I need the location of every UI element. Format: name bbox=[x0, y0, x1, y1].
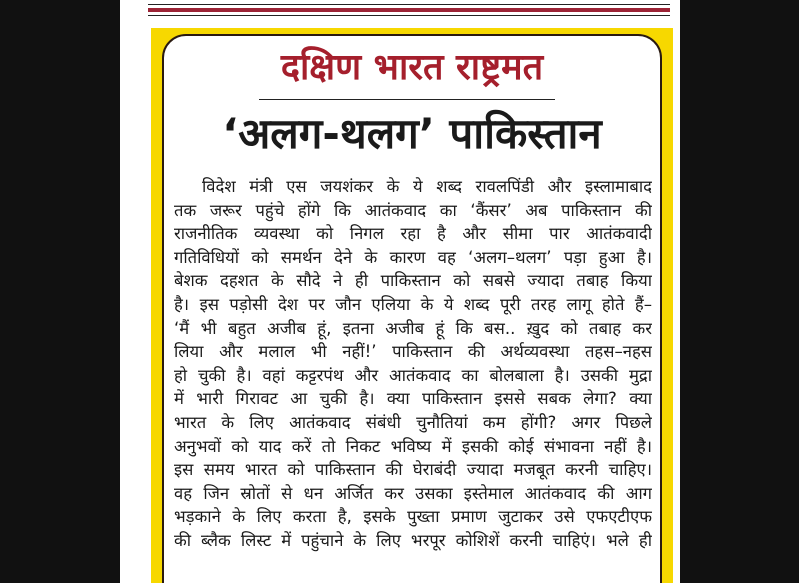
body-line: लिया और मलाल भी नहीं!’ पाकिस्तान की अर्थव्यवस्था तहस–नहस bbox=[174, 342, 652, 362]
body-line: तक जरूर पहुंचे होंगे कि आतंकवाद का ‘कैंसर’ अब पाकिस्तान की bbox=[174, 200, 652, 220]
article-body bbox=[174, 175, 652, 553]
newspaper-page bbox=[120, 0, 680, 583]
body-line: में भारी गिरावट आ चुकी है। क्या पाकिस्तान इससे सबक लेगा? क्या bbox=[174, 389, 652, 409]
top-thin-rule bbox=[148, 4, 670, 5]
bottom-thin-rule bbox=[148, 15, 670, 16]
body-line: विदेश मंत्री एस जयशंकर के ये शब्द रावलपिंडी और इस्लामाबाद bbox=[202, 177, 652, 196]
body-line: ‘मैं भी बहुत अजीब हूं, इतना अजीब हूं कि बस.. ख़ुद को तबाह कर bbox=[174, 318, 652, 338]
body-line: इस समय भारत को पाकिस्तान की घेराबंदी ज्यादा मजबूत करनी चाहिए। bbox=[174, 460, 652, 480]
masthead-title: दक्षिण भारत राष्ट्रमत bbox=[280, 47, 544, 88]
body-line: वह जिन स्रोतों से धन अर्जित कर उसका इस्तेमाल आतंकवाद की आग bbox=[174, 483, 652, 503]
body-line: राजनीतिक व्यवस्था को निगल रहा है और सीमा पार आतंकवादी bbox=[174, 224, 652, 244]
body-line: गतिविधियों को समर्थन देने के कारण वह ‘अलग–थलग’ पड़ा हुआ है। bbox=[174, 247, 652, 267]
body-line: की ब्लैक लिस्ट में पहुंचाने के लिए भरपूर कोशिशें करनी चाहिएं। भले ही bbox=[174, 530, 652, 550]
editorial-frame bbox=[151, 28, 673, 583]
masthead-divider bbox=[259, 99, 555, 100]
body-line: भारत के लिए आतंकवाद संबंधी चुनौतियां कम होंगी? अगर पिछले bbox=[174, 412, 652, 432]
body-line: अनुभवों को याद करें तो निकट भविष्य में इसकी कोई संभावना नहीं है। bbox=[174, 436, 652, 456]
body-line: हो चुकी है। वहां कट्टरपंथ और आतंकवाद का बोलबाला है। उसकी मुद्रा bbox=[174, 365, 652, 385]
top-accent-rule bbox=[148, 8, 670, 12]
body-line: है। इस पड़ोसी देश पर जौन एलिया के ये शब्द पूरी तरह लागू होते हैं– bbox=[174, 294, 652, 314]
body-line: बेशक दहशत के सौदे ने ही पाकिस्तान को सबसे ज्यादा तबाह किया bbox=[174, 271, 652, 291]
body-line: भड़काने के लिए करता है, इसके पुख्ता प्रमाण जुटाकर उसे एफएटीएफ bbox=[174, 507, 652, 527]
article-headline: ‘अलग-थलग’ पाकिस्तान bbox=[222, 109, 602, 158]
editorial-box bbox=[162, 34, 662, 583]
